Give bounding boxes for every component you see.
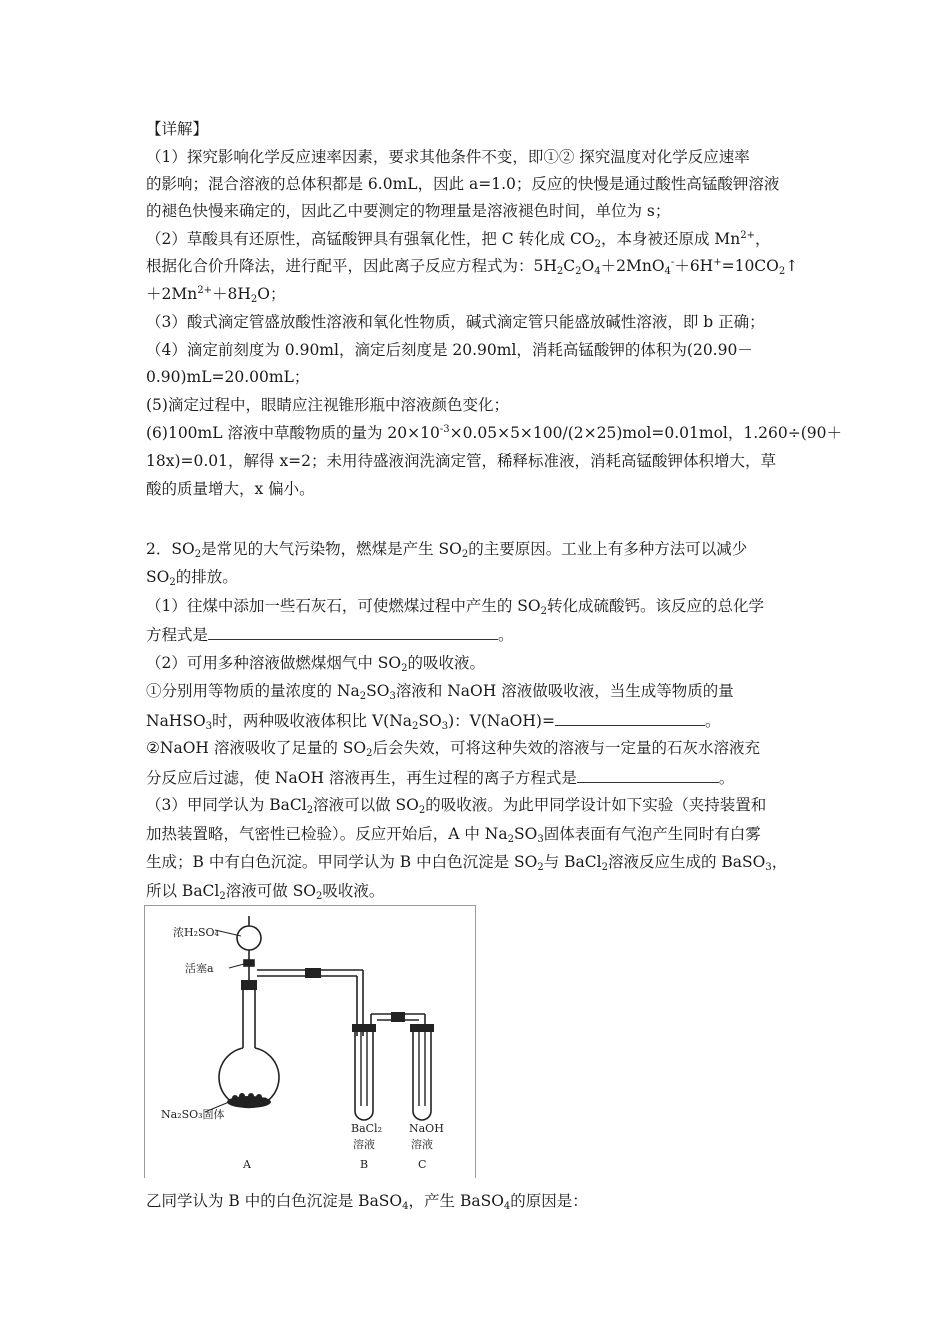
answer-blank-2[interactable]	[555, 709, 705, 726]
stopper-c	[410, 1024, 434, 1032]
detail-p3: （3）酸式滴定管盛放酸性溶液和氧化性物质，碱式滴定管只能盛放碱性溶液，即 b 正确；	[146, 313, 765, 331]
detail-p1-line3: 的褪色快慢来确定的，因此乙中要测定的物理量是溶液褪色时间，单位为 s；	[146, 202, 671, 220]
q2-line11: 加热装置略，气密性已检验）。反应开始后，A 中 $Na_2SO_3$固体表面有气泡产生同时有白雾	[146, 825, 761, 845]
detail-p2-line1: （2）草酸具有还原性，高锰酸钾具有强氧化性，把 C 转化成 $CO_2$，本身被还原成 $Mn^{2+}$，	[146, 230, 771, 250]
q2-line13: 所以 BaCl$_2$溶液可做 $SO_2$吸收液。	[146, 882, 385, 902]
answer-blank-1[interactable]	[208, 623, 498, 640]
detail-p4-line1: （4）滴定前刻度为 0.90ml，滴定后刻度是 20.90ml，消耗高锰酸钾的体积为(20.90－	[146, 341, 753, 359]
q2-line5: （2）可用多种溶液做燃煤烟气中 $SO_2$的吸收液。	[146, 654, 486, 674]
label-c-reagent: NaOH	[409, 1122, 444, 1135]
label-a: A	[243, 1158, 251, 1171]
rubber-connector-1	[305, 968, 321, 978]
label-b-solution: 溶液	[353, 1138, 375, 1151]
rubber-connector-2	[391, 1012, 405, 1022]
detail-heading: 【详解】	[146, 120, 209, 138]
stopper-b	[352, 1024, 376, 1032]
q2-line6: ①分别用等物质的量浓度的 $Na_2SO_3$溶液和 NaOH 溶液做吸收液，当生成等物质的量	[146, 682, 734, 702]
detail-p1-line2: 的影响；混合溶液的总体积都是 6.0mL，因此 a=1.0；反应的快慢是通过酸性高锰酸钾溶液	[146, 175, 780, 193]
label-solid: Na₂SO₃固体	[161, 1108, 225, 1121]
detail-p1-line1: （1）探究影响化学反应速率因素，要求其他条件不变，即①② 探究温度对化学反应速率	[146, 148, 750, 166]
leader-valve	[229, 964, 244, 968]
label-acid: 浓H₂SO₄	[173, 926, 219, 939]
q2-line4: 方程式是 。	[146, 623, 514, 646]
separatory-funnel	[237, 916, 261, 982]
q2-line12: 生成；B 中有白色沉淀。甲同学认为 B 中白色沉淀是 $SO_2$与 BaCl$_2$溶液反应生成的 BaSO$_3$，	[146, 853, 788, 873]
label-c: C	[418, 1158, 427, 1171]
apparatus-diagram	[145, 906, 475, 1178]
label-c-solution: 溶液	[411, 1138, 433, 1151]
q2-line14: 乙同学认为 B 中的白色沉淀是 BaSO$_4$，产生 BaSO$_4$的原因是：	[146, 1192, 588, 1212]
label-b: B	[360, 1158, 369, 1171]
detail-p4-line2: 0.90)mL=20.00mL；	[146, 368, 310, 386]
q2-line9: 分反应后过滤，使 NaOH 溶液再生，再生过程的离子方程式是 。	[146, 766, 734, 789]
stopper	[241, 980, 257, 990]
test-tube-b	[355, 1028, 373, 1120]
detail-p6-line2: 18x)=0.01，解得 x=2；未用待盛液润洗滴定管，稀释标准液，消耗高锰酸钾体积增大，草	[146, 452, 777, 470]
q2-line3: （1）往煤中添加一些石灰石，可使燃煤过程中产生的 $SO_2$转化成硫酸钙。该反应的总化学	[146, 597, 765, 617]
round-bottom-flask	[219, 990, 279, 1107]
apparatus-figure	[144, 905, 476, 1178]
q2-line8: ②NaOH 溶液吸收了足量的 $SO_2$后会失效，可将这种失效的溶液与一定量的石灰水溶液充	[146, 739, 760, 759]
detail-p5: (5)滴定过程中，眼睛应注视锥形瓶中溶液颜色变化；	[146, 396, 509, 414]
solid-particles	[227, 1093, 271, 1108]
test-tube-c	[413, 1028, 431, 1120]
label-valve: 活塞a	[185, 962, 214, 975]
detail-p2-line2: 根据化合价升降法，进行配平，因此离子反应方程式为：$5H_2C_2O_4+2MnO_4^-+6H^+=10CO_2↑$	[146, 257, 799, 277]
label-b-reagent: BaCl₂	[351, 1122, 382, 1135]
answer-blank-3[interactable]	[577, 766, 719, 783]
q2-line2: $SO_2$的排放。	[146, 568, 238, 588]
q2-line10: （3）甲同学认为 BaCl$_2$溶液可以做 $SO_2$的吸收液。为此甲同学设计如下实验（夹持装置和	[146, 796, 767, 816]
q2-line7: NaHSO$_3$时，两种吸收液体积比 $V(Na_2SO_3)$：V(NaOH)= 。	[146, 709, 720, 732]
detail-p6-line3: 酸的质量增大，x 偏小。	[146, 480, 315, 498]
delivery-tube	[257, 970, 363, 1036]
detail-p2-line3: $+2Mn^{2+}+8H_2O$；	[146, 285, 286, 305]
detail-p6-line1: (6)100mL 溶液中草酸物质的量为 $20\times 10^{-3}\times 0.05\times 5\times 100/(2\times 25)mol=0.01mol$，1.260÷(90＋	[146, 424, 842, 442]
q2-line1: 2．$SO_2$是常见的大气污染物，燃煤是产生 $SO_2$的主要原因。工业上有多种方法可以减少	[146, 540, 748, 560]
